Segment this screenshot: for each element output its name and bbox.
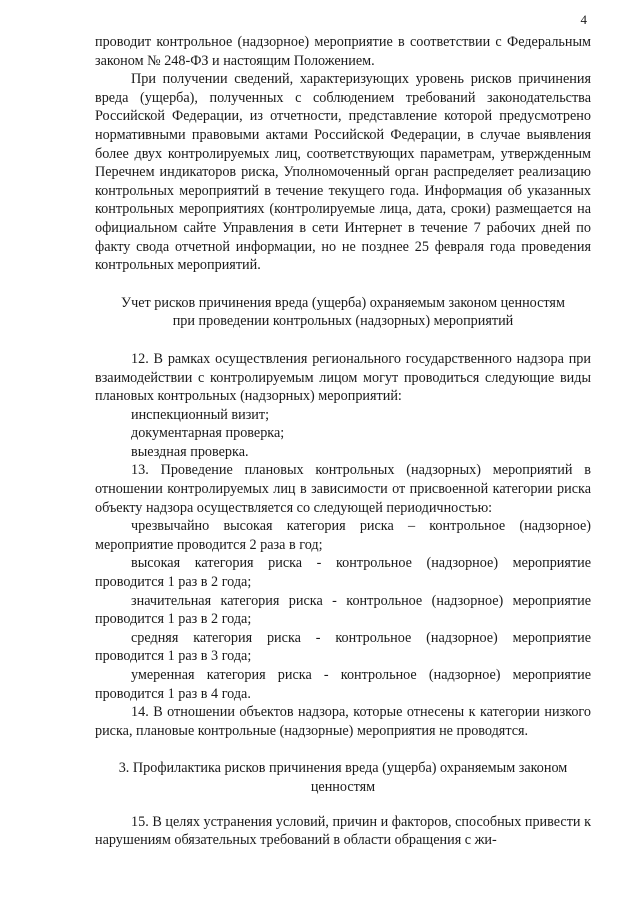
page-number: 4 [580, 12, 587, 27]
paragraph-15: 15. В целях устранения условий, причин и факторов, способных привести к нарушениям обязательных требований в области обращения с жи- [95, 813, 591, 849]
paragraph-medium-risk: средняя категория риска - контрольное (надзорное) мероприятие проводится 1 раз в 3 года; [95, 629, 591, 665]
list-item-field-check: выездная проверка. [131, 443, 249, 460]
spacer [95, 740, 591, 759]
document-body [95, 33, 591, 850]
paragraph-continuation: проводит контрольное (надзорное) мероприятие в соответствии с Федеральным законом № 248-ФЗ и настоящим Положением. [95, 34, 591, 69]
paragraph-moderate-risk: умеренная категория риска - контрольное (надзорное) мероприятие проводится 1 раз в 4 года. [95, 667, 591, 702]
paragraph-risk-info: При получении сведений, характеризующих уровень рисков причинения вреда (ущерба), полученных с соблюдением требований законодательства Российской Федерации, из отчетности, представление которой предусмотрено нормативными правовыми актами Российской Федерации, в случае выявления более двух контролируемых лиц, соответствующих параметрам, утвержденным Перечнем индикаторов риска, Уполномоченный орган распределяет реализацию контрольных мероприятий в течение текущего года. Информация об указанных контрольных мероприятиях (контролируемые лица, дата, сроки) размещается на официальном сайте Управления в сети Интернет в течение 7 рабочих дней по факту свода отчетной информации, но не позднее 25 февраля года проведения контрольных мероприятий. [95, 71, 591, 274]
paragraph-extremely-high-risk: чрезвычайно высокая категория риска – контрольное (надзорное) мероприятие проводится 2 раза в год; [95, 518, 591, 553]
spacer [95, 331, 591, 350]
section-heading-risk-accounting: Учет рисков причинения вреда (ущерба) охраняемым законом ценностям при проведении контрольных (надзорных) мероприятий [121, 294, 565, 330]
paragraph-13: 13. Проведение плановых контрольных (надзорных) мероприятий в отношении контролируемых лиц в зависимости от присвоенной категории риска объекту надзора осуществляется со следующей периодичностью: [95, 462, 591, 516]
paragraph-12: 12. В рамках осуществления регионального государственного надзора при взаимодействии с контролируемым лицом могут проводиться следующие виды плановых контрольных (надзорных) мероприятий: [95, 350, 591, 405]
paragraph-high-risk: высокая категория риска - контрольное (надзорное) мероприятие проводится 1 раз в 2 года; [95, 555, 591, 591]
spacer [95, 797, 591, 813]
paragraph-14: 14. В отношении объектов надзора, которые отнесены к категории низкого риска, плановые контрольные (надзорные) мероприятия не проводятся. [95, 704, 591, 739]
spacer [95, 275, 591, 294]
paragraph-significant-risk: значительная категория риска - контрольное (надзорное) мероприятие проводится 1 раз в 2 года; [95, 592, 591, 628]
section-heading-3: 3. Профилактика рисков причинения вреда (ущерба) охраняемым законом ценностям [118, 760, 568, 795]
list-item-documentary-check: документарная проверка; [131, 425, 285, 442]
list-item-inspection-visit: инспекционный визит; [131, 406, 270, 423]
